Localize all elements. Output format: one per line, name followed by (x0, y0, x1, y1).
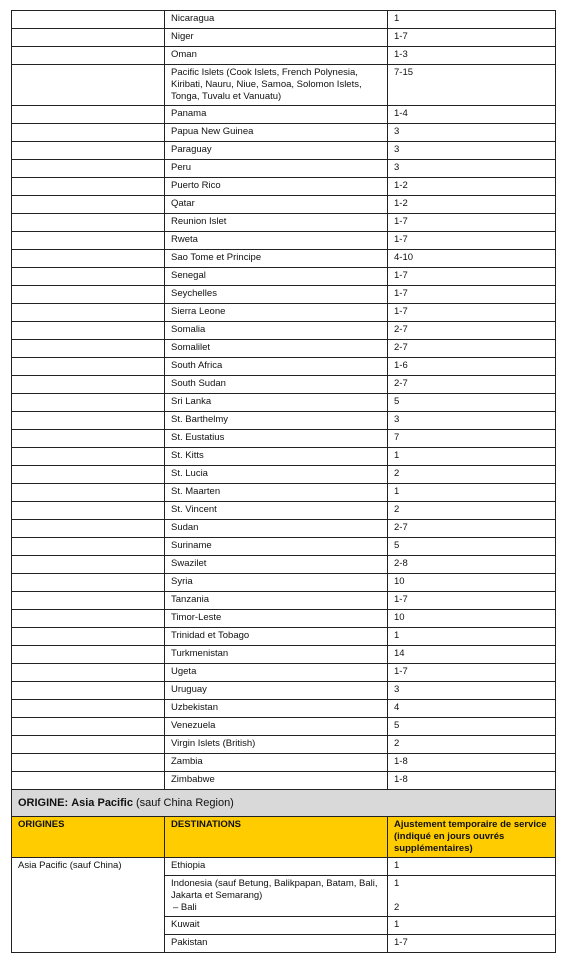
days-cell: 7 (388, 430, 556, 448)
days-cell: 1-7 (388, 286, 556, 304)
origin-cell-empty (12, 430, 165, 448)
table-row (12, 682, 556, 700)
destination-cell: Paraguay (165, 142, 388, 160)
origin-cell-empty (12, 196, 165, 214)
destination-cell: Timor-Leste (165, 610, 388, 628)
days-value: 1 (394, 878, 400, 889)
destination-cell: St. Vincent (165, 502, 388, 520)
asia-pacific-rows (12, 858, 556, 953)
destination-cell: Sao Tome et Principe (165, 250, 388, 268)
days-cell: 2-8 (388, 556, 556, 574)
origin-cell-empty (12, 340, 165, 358)
days-cell: 14 (388, 646, 556, 664)
origin-cell-empty (12, 700, 165, 718)
destination-cell: Puerto Rico (165, 178, 388, 196)
table-row (12, 466, 556, 484)
table-row (12, 214, 556, 232)
days-cell: 1 (388, 858, 556, 876)
destination-cell: Uruguay (165, 682, 388, 700)
origin-cell-empty (12, 232, 165, 250)
destination-cell: Somalilet (165, 340, 388, 358)
table-row (12, 142, 556, 160)
table-row (12, 178, 556, 196)
origin-cell-empty (12, 448, 165, 466)
destination-cell: South Sudan (165, 376, 388, 394)
table-row (12, 304, 556, 322)
destination-cell: Zimbabwe (165, 772, 388, 790)
table-row (12, 556, 556, 574)
origin-cell-empty (12, 142, 165, 160)
origin-cell-empty (12, 358, 165, 376)
destination-cell: Seychelles (165, 286, 388, 304)
origin-cell-empty (12, 286, 165, 304)
destination-cell: Niger (165, 29, 388, 47)
destination-cell: Panama (165, 106, 388, 124)
days-cell: 1-7 (388, 232, 556, 250)
destination-text: Indonesia (sauf Betung, Balikpapan, Batam, Bali, Jakarta et Semarang) (171, 878, 378, 901)
origin-cell-empty (12, 574, 165, 592)
destination-cell: Oman (165, 47, 388, 65)
days-cell: 10 (388, 574, 556, 592)
days-cell: 5 (388, 718, 556, 736)
days-cell: 5 (388, 394, 556, 412)
days-cell: 2 (388, 502, 556, 520)
origin-cell-empty (12, 29, 165, 47)
origin-cell-empty (12, 718, 165, 736)
table-row (12, 106, 556, 124)
destination-cell: St. Maarten (165, 484, 388, 502)
destination-cell: Turkmenistan (165, 646, 388, 664)
table-row (12, 646, 556, 664)
table-row (12, 574, 556, 592)
destination-cell: Zambia (165, 754, 388, 772)
days-cell: 2-7 (388, 322, 556, 340)
origin-cell-empty (12, 394, 165, 412)
origin-cell-empty (12, 502, 165, 520)
days-cell: 1-8 (388, 754, 556, 772)
table-row (12, 250, 556, 268)
days-cell: 3 (388, 142, 556, 160)
destination-cell: Syria (165, 574, 388, 592)
days-cell: 2-7 (388, 376, 556, 394)
origin-cell-empty (12, 538, 165, 556)
table-row (12, 430, 556, 448)
days-cell: 1-2 (388, 196, 556, 214)
table-row (12, 65, 556, 106)
origin-cell-empty (12, 466, 165, 484)
days-cell: 1-2 (388, 178, 556, 196)
table-row (12, 47, 556, 65)
destination-cell: Peru (165, 160, 388, 178)
days-cell: 7-15 (388, 65, 556, 106)
section-region: Asia Pacific (71, 797, 133, 809)
destination-cell: Pakistan (165, 935, 388, 953)
origin-cell-empty (12, 65, 165, 106)
days-cell: 1-4 (388, 106, 556, 124)
days-cell: 3 (388, 124, 556, 142)
section-suffix: (sauf China Region) (136, 797, 234, 809)
column-header-row (12, 817, 556, 858)
destination-cell: St. Eustatius (165, 430, 388, 448)
destination-cell: Trinidad et Tobago (165, 628, 388, 646)
origin-cell-empty (12, 376, 165, 394)
table-row (12, 124, 556, 142)
table-row (12, 772, 556, 790)
days-cell: 1 (388, 484, 556, 502)
transit-adjustment-table (11, 10, 556, 953)
section-title (12, 790, 556, 817)
destination-cell: Somalia (165, 322, 388, 340)
destination-cell: Rweta (165, 232, 388, 250)
destination-cell: St. Lucia (165, 466, 388, 484)
days-cell: 1 (388, 448, 556, 466)
destination-cell: Sierra Leone (165, 304, 388, 322)
days-cell: 1 (388, 917, 556, 935)
days-cell: 2-7 (388, 340, 556, 358)
table-row (12, 736, 556, 754)
days-cell: 3 (388, 682, 556, 700)
days-cell: 2 (388, 466, 556, 484)
origin-cell-empty (12, 214, 165, 232)
destination-cell (165, 876, 388, 917)
destination-cell: Ugeta (165, 664, 388, 682)
origin-cell-empty (12, 772, 165, 790)
table-row (12, 610, 556, 628)
table-row (12, 448, 556, 466)
table-row (12, 718, 556, 736)
table-row (12, 268, 556, 286)
origin-cell-empty (12, 520, 165, 538)
origin-cell-empty (12, 47, 165, 65)
origin-cell-empty (12, 160, 165, 178)
table-row (12, 196, 556, 214)
section-prefix: ORIGINE: (18, 797, 69, 809)
origin-cell-empty (12, 628, 165, 646)
origin-cell-empty (12, 610, 165, 628)
origin-cell-empty (12, 646, 165, 664)
origin-cell-empty (12, 304, 165, 322)
table-row (12, 628, 556, 646)
origin-cell-empty (12, 682, 165, 700)
destination-cell: Tanzania (165, 592, 388, 610)
table-row (12, 538, 556, 556)
table-row (12, 520, 556, 538)
destination-cell: Suriname (165, 538, 388, 556)
destination-cell: Qatar (165, 196, 388, 214)
table-row (12, 160, 556, 178)
days-cell: 1-7 (388, 304, 556, 322)
days-cell: 2 (388, 736, 556, 754)
header-origins: ORIGINES (12, 817, 165, 858)
origin-cell-empty (12, 412, 165, 430)
asia-pacific-section (12, 790, 556, 858)
table-row (12, 358, 556, 376)
previous-region-rows (12, 11, 556, 790)
days-cell: 3 (388, 412, 556, 430)
table-row (12, 664, 556, 682)
days-cell: 1-7 (388, 664, 556, 682)
destination-cell: Ethiopia (165, 858, 388, 876)
table-row (12, 484, 556, 502)
table-row (12, 29, 556, 47)
table-row (12, 232, 556, 250)
origin-cell-empty (12, 556, 165, 574)
destination-cell: Kuwait (165, 917, 388, 935)
destination-cell: Reunion Islet (165, 214, 388, 232)
days-cell: 2-7 (388, 520, 556, 538)
days-cell: 4 (388, 700, 556, 718)
origin-cell-empty (12, 664, 165, 682)
destination-cell: Virgin Islets (British) (165, 736, 388, 754)
days-cell: 5 (388, 538, 556, 556)
origin-cell-empty (12, 736, 165, 754)
origin-cell-empty (12, 754, 165, 772)
table-row (12, 700, 556, 718)
section-header-row (12, 790, 556, 817)
days-cell: 1-7 (388, 268, 556, 286)
table-row (12, 754, 556, 772)
days-cell: 1 (388, 11, 556, 29)
days-cell: 1 (388, 628, 556, 646)
origin-cell-empty (12, 11, 165, 29)
destination-subitem: – Bali (173, 902, 197, 913)
destination-cell: St. Barthelmy (165, 412, 388, 430)
days-cell: 1-7 (388, 592, 556, 610)
destination-cell: Venezuela (165, 718, 388, 736)
table-row (12, 11, 556, 29)
table-row (12, 592, 556, 610)
table-row (12, 394, 556, 412)
origin-cell-empty (12, 592, 165, 610)
origin-cell-empty (12, 106, 165, 124)
days-cell: 1-7 (388, 214, 556, 232)
destination-cell: Uzbekistan (165, 700, 388, 718)
destination-cell: St. Kitts (165, 448, 388, 466)
origin-cell-empty (12, 322, 165, 340)
days-cell: 1-3 (388, 47, 556, 65)
destination-cell: Swazilet (165, 556, 388, 574)
header-destinations: DESTINATIONS (165, 817, 388, 858)
days-cell (388, 876, 556, 917)
header-adjustment: Ajustement temporaire de service (indiqué en jours ouvrés supplémentaires) (388, 817, 556, 858)
days-cell: 1-7 (388, 29, 556, 47)
table-row (12, 322, 556, 340)
origin-cell: Asia Pacific (sauf China) (12, 858, 165, 953)
destination-cell: Pacific Islets (Cook Islets, French Polynesia, Kiribati, Nauru, Niue, Samoa, Solomon Islets, Tonga, Tuvalu et Vanuatu) (165, 65, 388, 106)
destination-cell: Senegal (165, 268, 388, 286)
destination-cell: Nicaragua (165, 11, 388, 29)
origin-cell-empty (12, 250, 165, 268)
days-cell: 1-7 (388, 935, 556, 953)
destination-cell: Papua New Guinea (165, 124, 388, 142)
table-row (12, 412, 556, 430)
destination-cell: South Africa (165, 358, 388, 376)
days-cell: 10 (388, 610, 556, 628)
days-cell: 1-6 (388, 358, 556, 376)
table-row (12, 340, 556, 358)
table-row (12, 286, 556, 304)
table-row (12, 502, 556, 520)
destination-cell: Sudan (165, 520, 388, 538)
destination-cell: Sri Lanka (165, 394, 388, 412)
days-cell: 3 (388, 160, 556, 178)
table-row (12, 376, 556, 394)
days-value-sub: 2 (394, 902, 400, 913)
origin-cell-empty (12, 268, 165, 286)
table-row (12, 858, 556, 876)
days-cell: 4-10 (388, 250, 556, 268)
origin-cell-empty (12, 124, 165, 142)
days-cell: 1-8 (388, 772, 556, 790)
origin-cell-empty (12, 178, 165, 196)
origin-cell-empty (12, 484, 165, 502)
